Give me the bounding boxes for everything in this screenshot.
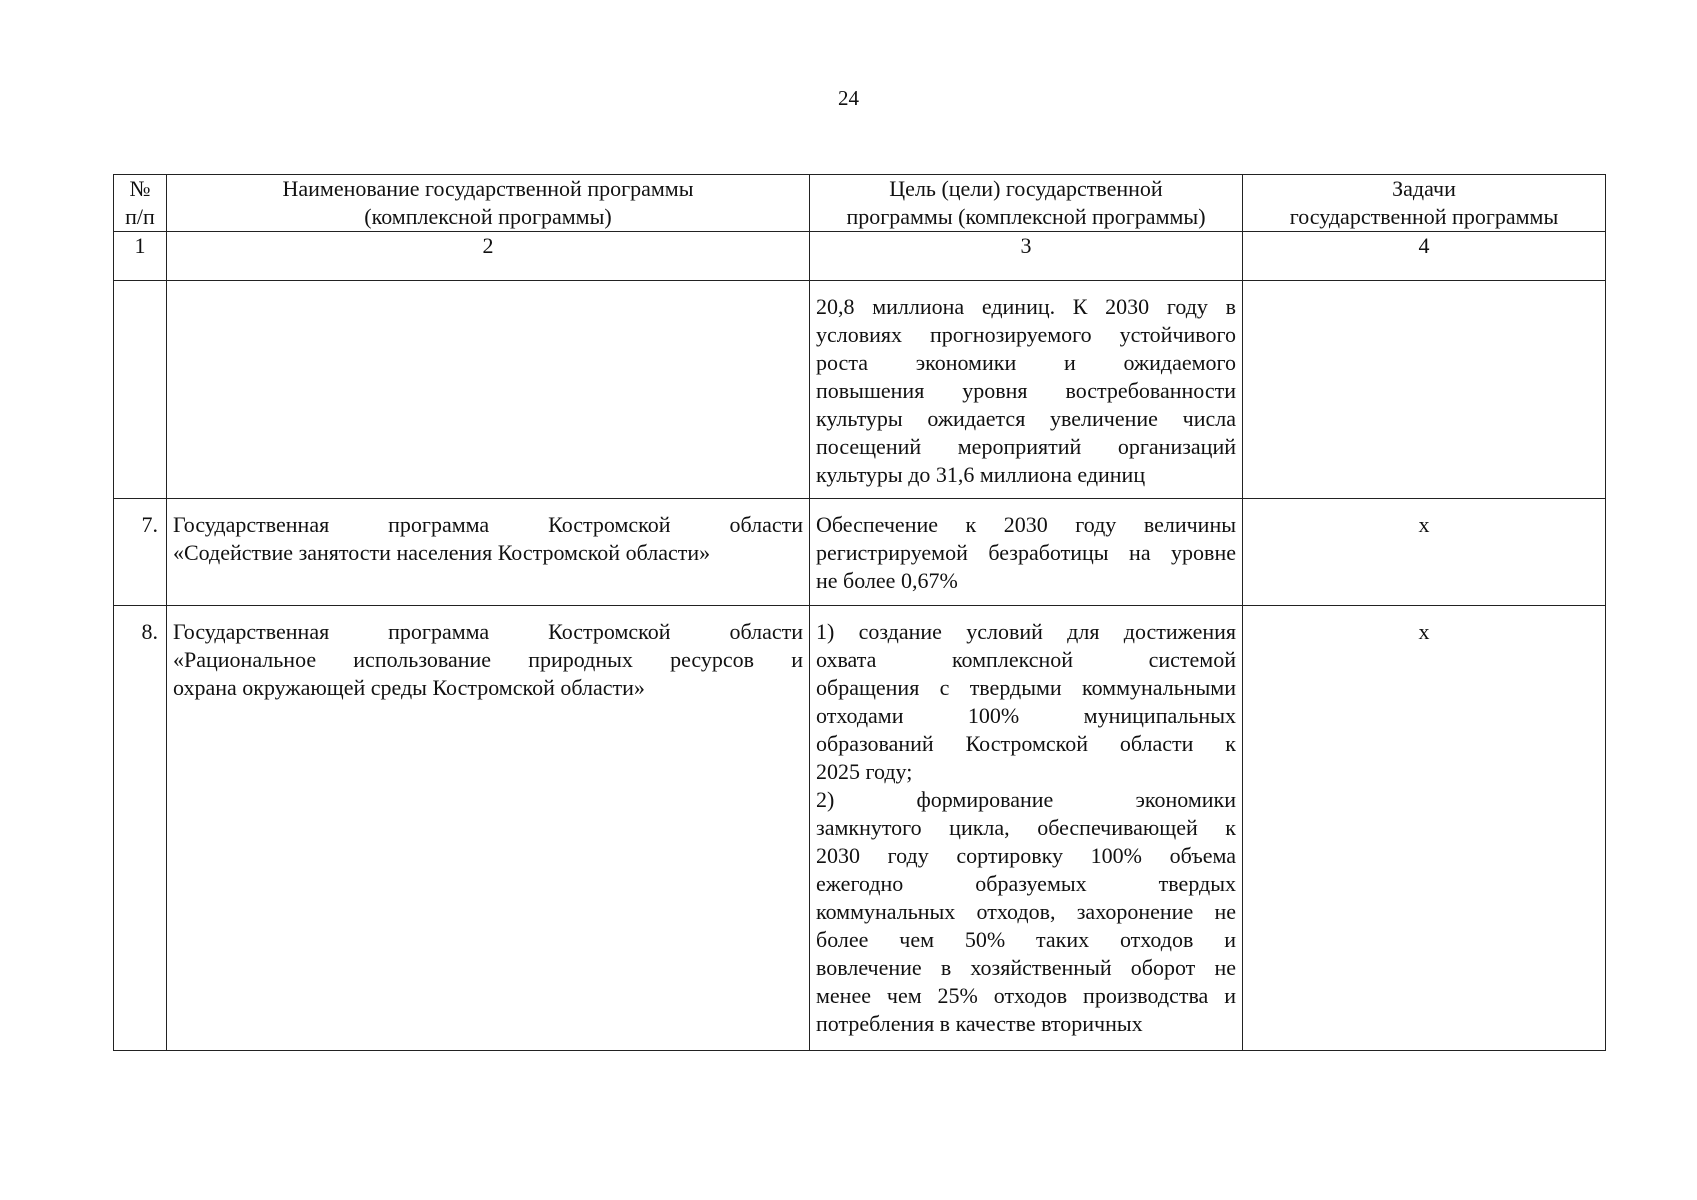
programs-table: [113, 174, 1606, 1051]
table-row: [114, 281, 1606, 499]
text-line: образований Костромской области к: [816, 731, 1236, 756]
text-line: 2025 году;: [816, 759, 913, 784]
program-name: [167, 499, 810, 606]
text-line: посещений мероприятий организаций: [816, 434, 1236, 459]
table-header-row: [114, 175, 1606, 232]
program-tasks: х: [1243, 499, 1606, 606]
column-number: 1: [114, 232, 167, 281]
program-goal: [810, 606, 1243, 1051]
row-number: 8.: [114, 606, 167, 1051]
program-name: [167, 281, 810, 499]
header-program-name: Наименование государственной программы (комплексной программы): [167, 175, 810, 232]
text-line: 2030 году сортировку 100% объема: [816, 843, 1236, 868]
text-line: 1) создание условий для достижения: [816, 619, 1236, 644]
text-line: 2) формирование экономики: [816, 787, 1236, 812]
column-number: 2: [167, 232, 810, 281]
header-program-goal: Цель (цели) государственной программы (комплексной программы): [810, 175, 1243, 232]
text-line: «Рациональное использование природных ресурсов и: [173, 647, 803, 672]
text-line: охрана окружающей среды Костромской области»: [173, 675, 645, 700]
program-goal: [810, 499, 1243, 606]
text-line: повышения уровня востребованности: [816, 378, 1236, 403]
text-line: отходами 100% муниципальных: [816, 703, 1236, 728]
text-line: замкнутого цикла, обеспечивающей к: [816, 815, 1236, 840]
text-line: не более 0,67%: [816, 568, 958, 593]
text-line: Государственная программа Костромской области: [173, 619, 803, 644]
column-number-row: [114, 232, 1606, 281]
header-num: № п/п: [114, 175, 167, 232]
table-row: [114, 606, 1606, 1051]
text-line: условиях прогнозируемого устойчивого: [816, 322, 1236, 347]
header-program-tasks: Задачи государственной программы: [1243, 175, 1606, 232]
row-number: 7.: [114, 499, 167, 606]
text-line: коммунальных отходов, захоронение не: [816, 899, 1236, 924]
page-number: 24: [838, 86, 859, 110]
text-line: Обеспечение к 2030 году величины: [816, 512, 1236, 537]
table-row: [114, 499, 1606, 606]
text-line: регистрируемой безработицы на уровне: [816, 540, 1236, 565]
program-goal: [810, 281, 1243, 499]
row-number: [114, 281, 167, 499]
text-line: охвата комплексной системой: [816, 647, 1236, 672]
program-tasks: х: [1243, 606, 1606, 1051]
text-line: вовлечение в хозяйственный оборот не: [816, 955, 1236, 980]
text-line: «Содействие занятости населения Костромской области»: [173, 540, 711, 565]
column-number: 3: [810, 232, 1243, 281]
text-line: 20,8 миллиона единиц. К 2030 году в: [816, 294, 1236, 319]
program-name: [167, 606, 810, 1051]
text-line: роста экономики и ожидаемого: [816, 350, 1236, 375]
text-line: обращения с твердыми коммунальными: [816, 675, 1236, 700]
text-line: культуры до 31,6 миллиона единиц: [816, 462, 1146, 487]
text-line: менее чем 25% отходов производства и: [816, 983, 1236, 1008]
text-line: более чем 50% таких отходов и: [816, 927, 1236, 952]
program-tasks: [1243, 281, 1606, 499]
text-line: потребления в качестве вторичных: [816, 1011, 1143, 1036]
text-line: культуры ожидается увеличение числа: [816, 406, 1236, 431]
text-line: Государственная программа Костромской области: [173, 512, 803, 537]
text-line: ежегодно образуемых твердых: [816, 871, 1236, 896]
column-number: 4: [1243, 232, 1606, 281]
